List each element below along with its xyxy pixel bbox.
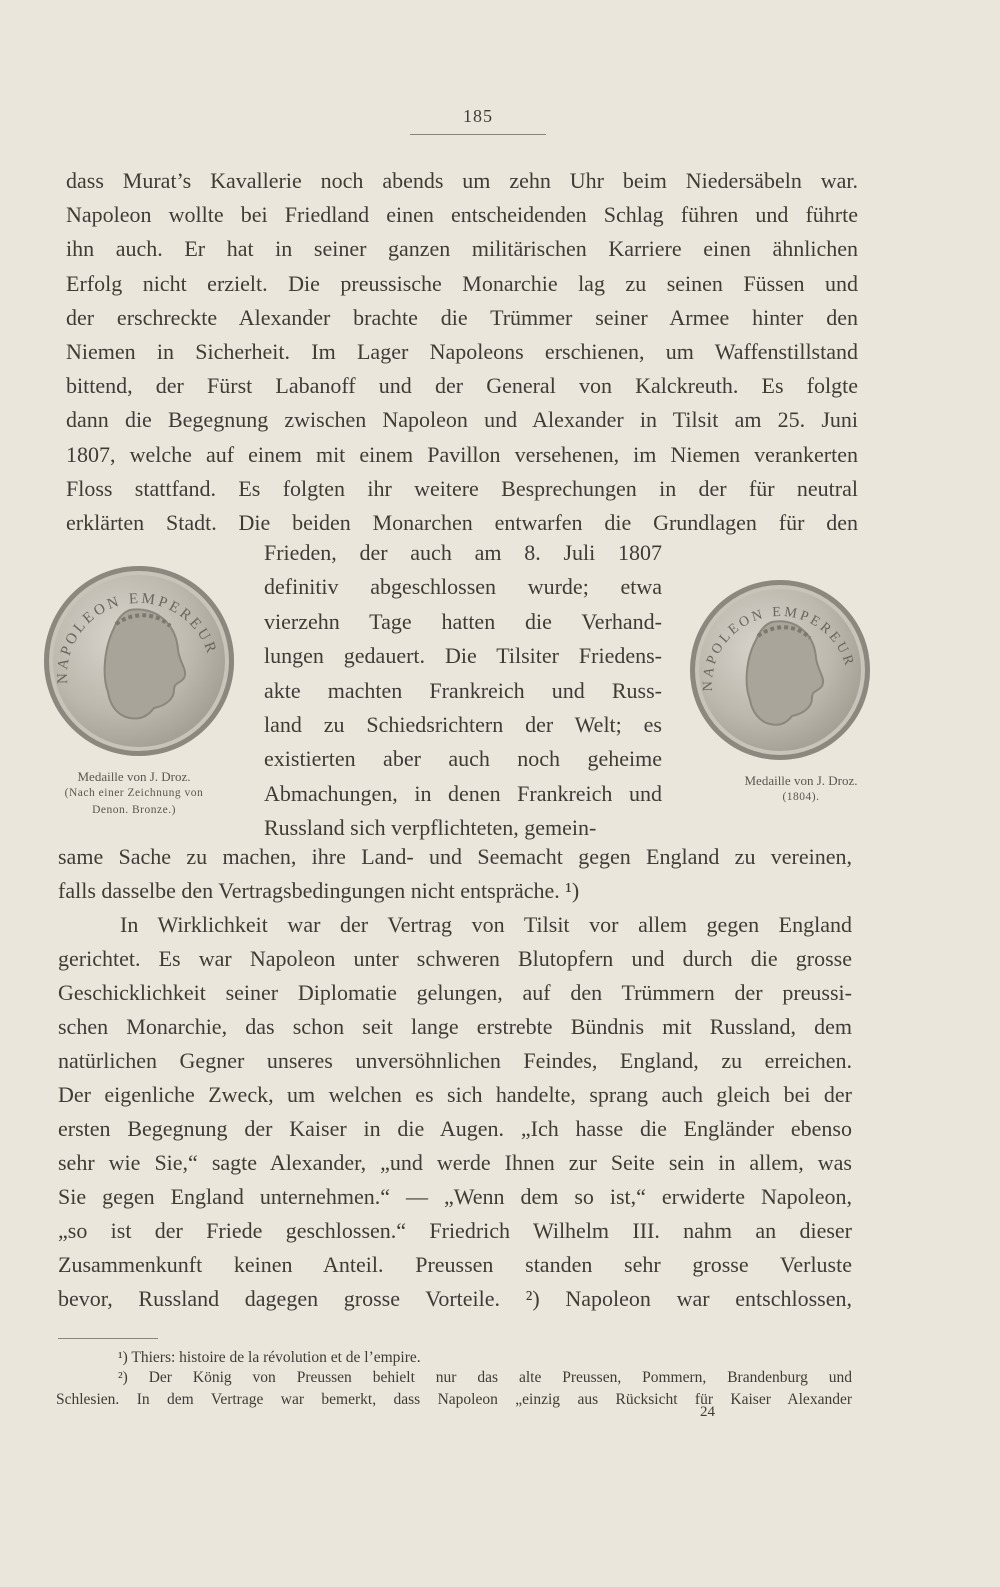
medal-left-image: [44, 566, 234, 756]
text-line: ersten Begegnung der Kaiser in die Augen. „Ich hasse die Engländer ebenso: [58, 1116, 852, 1141]
text-line: Floss stattfand. Es folgten ihr weitere Besprechungen in der für neutral: [66, 475, 858, 501]
footnote-line: Schlesien. In dem Vertrage war bemerkt, dass Napoleon „einzig aus Rücksicht für Kaiser Alexander: [56, 1391, 852, 1408]
text-line: bevor, Russland dagegen grosse Vorteile. ²) Napoleon war entschlossen,: [58, 1286, 852, 1311]
signature-mark: 24: [700, 1404, 715, 1420]
medal-left-inscription: NAPOLEON EMPEREUR: [54, 590, 221, 685]
text-line: ihn auch. Er hat in seiner ganzen militärischen Karriere einen ähnlichen: [66, 236, 858, 262]
medal-left-caption-line-3: Denon. Bronze.): [92, 804, 176, 816]
text-line: dass Murat’s Kavallerie noch abends um zehn Uhr beim Niedersäbeln war.: [66, 168, 858, 193]
page-number: 185: [463, 106, 493, 126]
text-line: Der eigenliche Zweck, um welchen es sich handelte, sprang auch gleich bei der: [58, 1082, 852, 1107]
text-line: definitiv abgeschlossen wurde; etwa: [264, 574, 662, 600]
text-line: schen Monarchie, das schon seit lange erstrebte Bündnis mit Russland, dem: [58, 1014, 852, 1039]
footnote-line: ²) Der König von Preussen behielt nur das alte Preussen, Pommern, Brandenburg und: [118, 1369, 852, 1386]
text-line: Abmachungen, in denen Frankreich und: [264, 780, 662, 806]
napoleon-profile-left-icon: [44, 566, 234, 756]
text-line: Frieden, der auch am 8. Juli 1807: [264, 540, 662, 565]
footnote-line: ¹) Thiers: histoire de la révolution et de l’empire.: [118, 1349, 421, 1366]
text-line: akte machten Frankreich und Russ-: [264, 677, 662, 703]
footnote-rule: [58, 1338, 158, 1339]
text-line: Niemen in Sicherheit. Im Lager Napoleons erschienen, um Waffenstillstand: [66, 339, 858, 364]
text-line: sehr wie Sie,“ sagte Alexander, „und werde Ihnen zur Seite sein in allem, was: [58, 1150, 852, 1175]
text-line: der erschreckte Alexander brachte die Trümmer seiner Armee hinter den: [66, 304, 858, 330]
medal-right-image: [690, 580, 870, 760]
medal-left-caption-line-2: (Nach einer Zeichnung von: [64, 787, 204, 799]
text-line: Sie gegen England unternehmen.“ — „Wenn dem so ist,“ erwiderte Napoleon,: [58, 1184, 852, 1209]
text-line: In Wirklichkeit war der Vertrag von Tilsit vor allem gegen England: [120, 912, 852, 937]
text-line: vierzehn Tage hatten die Verhand-: [264, 608, 662, 634]
text-line: 1807, welche auf einem mit einem Pavillon versehenen, im Niemen verankerten: [66, 441, 858, 467]
medal-right-caption-line-1: Medaille von J. Droz.: [744, 773, 858, 788]
header-rule: [410, 134, 546, 135]
text-line: bittend, der Fürst Labanoff und der General von Kalckreuth. Es folgte: [66, 373, 858, 399]
text-line: existierten aber auch noch geheime: [264, 746, 662, 772]
text-line: lungen gedauert. Die Tilsiter Friedens-: [264, 643, 662, 669]
text-line: erklärten Stadt. Die beiden Monarchen entwarfen die Grundlagen für den: [66, 510, 858, 535]
medal-right-inscription: NAPOLEON EMPEREUR: [700, 604, 857, 692]
text-line: Napoleon wollte bei Friedland einen entscheidenden Schlag führen und führte: [66, 202, 858, 228]
text-line: „so ist der Friede geschlossen.“ Friedrich Wilhelm III. nahm an dieser: [58, 1218, 852, 1243]
medal-right-caption: [726, 772, 876, 806]
text-line: Russland sich verpflichteten, gemein-: [264, 815, 597, 841]
text-line: dann die Begegnung zwischen Napoleon und Alexander in Tilsit am 25. Juni: [66, 407, 858, 433]
text-line: same Sache zu machen, ihre Land- und Seemacht gegen England zu vereinen,: [58, 844, 852, 869]
text-line: Zusammenkunft keinen Anteil. Preussen standen sehr grosse Verluste: [58, 1252, 852, 1277]
text-line: Erfolg nicht erzielt. Die preussische Monarchie lag zu seinen Füssen und: [66, 270, 858, 296]
medal-right-caption-line-2: (1804).: [782, 791, 820, 803]
text-line: natürlichen Gegner unseres unversöhnlichen Feindes, England, zu erreichen.: [58, 1048, 852, 1073]
text-line: gerichtet. Es war Napoleon unter schweren Blutopfern und durch die grosse: [58, 946, 852, 971]
text-line: land zu Schiedsrichtern der Welt; es: [264, 712, 662, 737]
text-line: Geschicklichkeit seiner Diplomatie gelungen, auf den Trümmern der preussi-: [58, 980, 852, 1005]
medal-left-caption-line-1: Medaille von J. Droz.: [77, 769, 191, 784]
text-line: falls dasselbe den Vertragsbedingungen nicht entspräche. ¹): [58, 878, 580, 903]
medal-left-caption: [30, 768, 238, 819]
napoleon-profile-right-icon: [690, 580, 870, 760]
